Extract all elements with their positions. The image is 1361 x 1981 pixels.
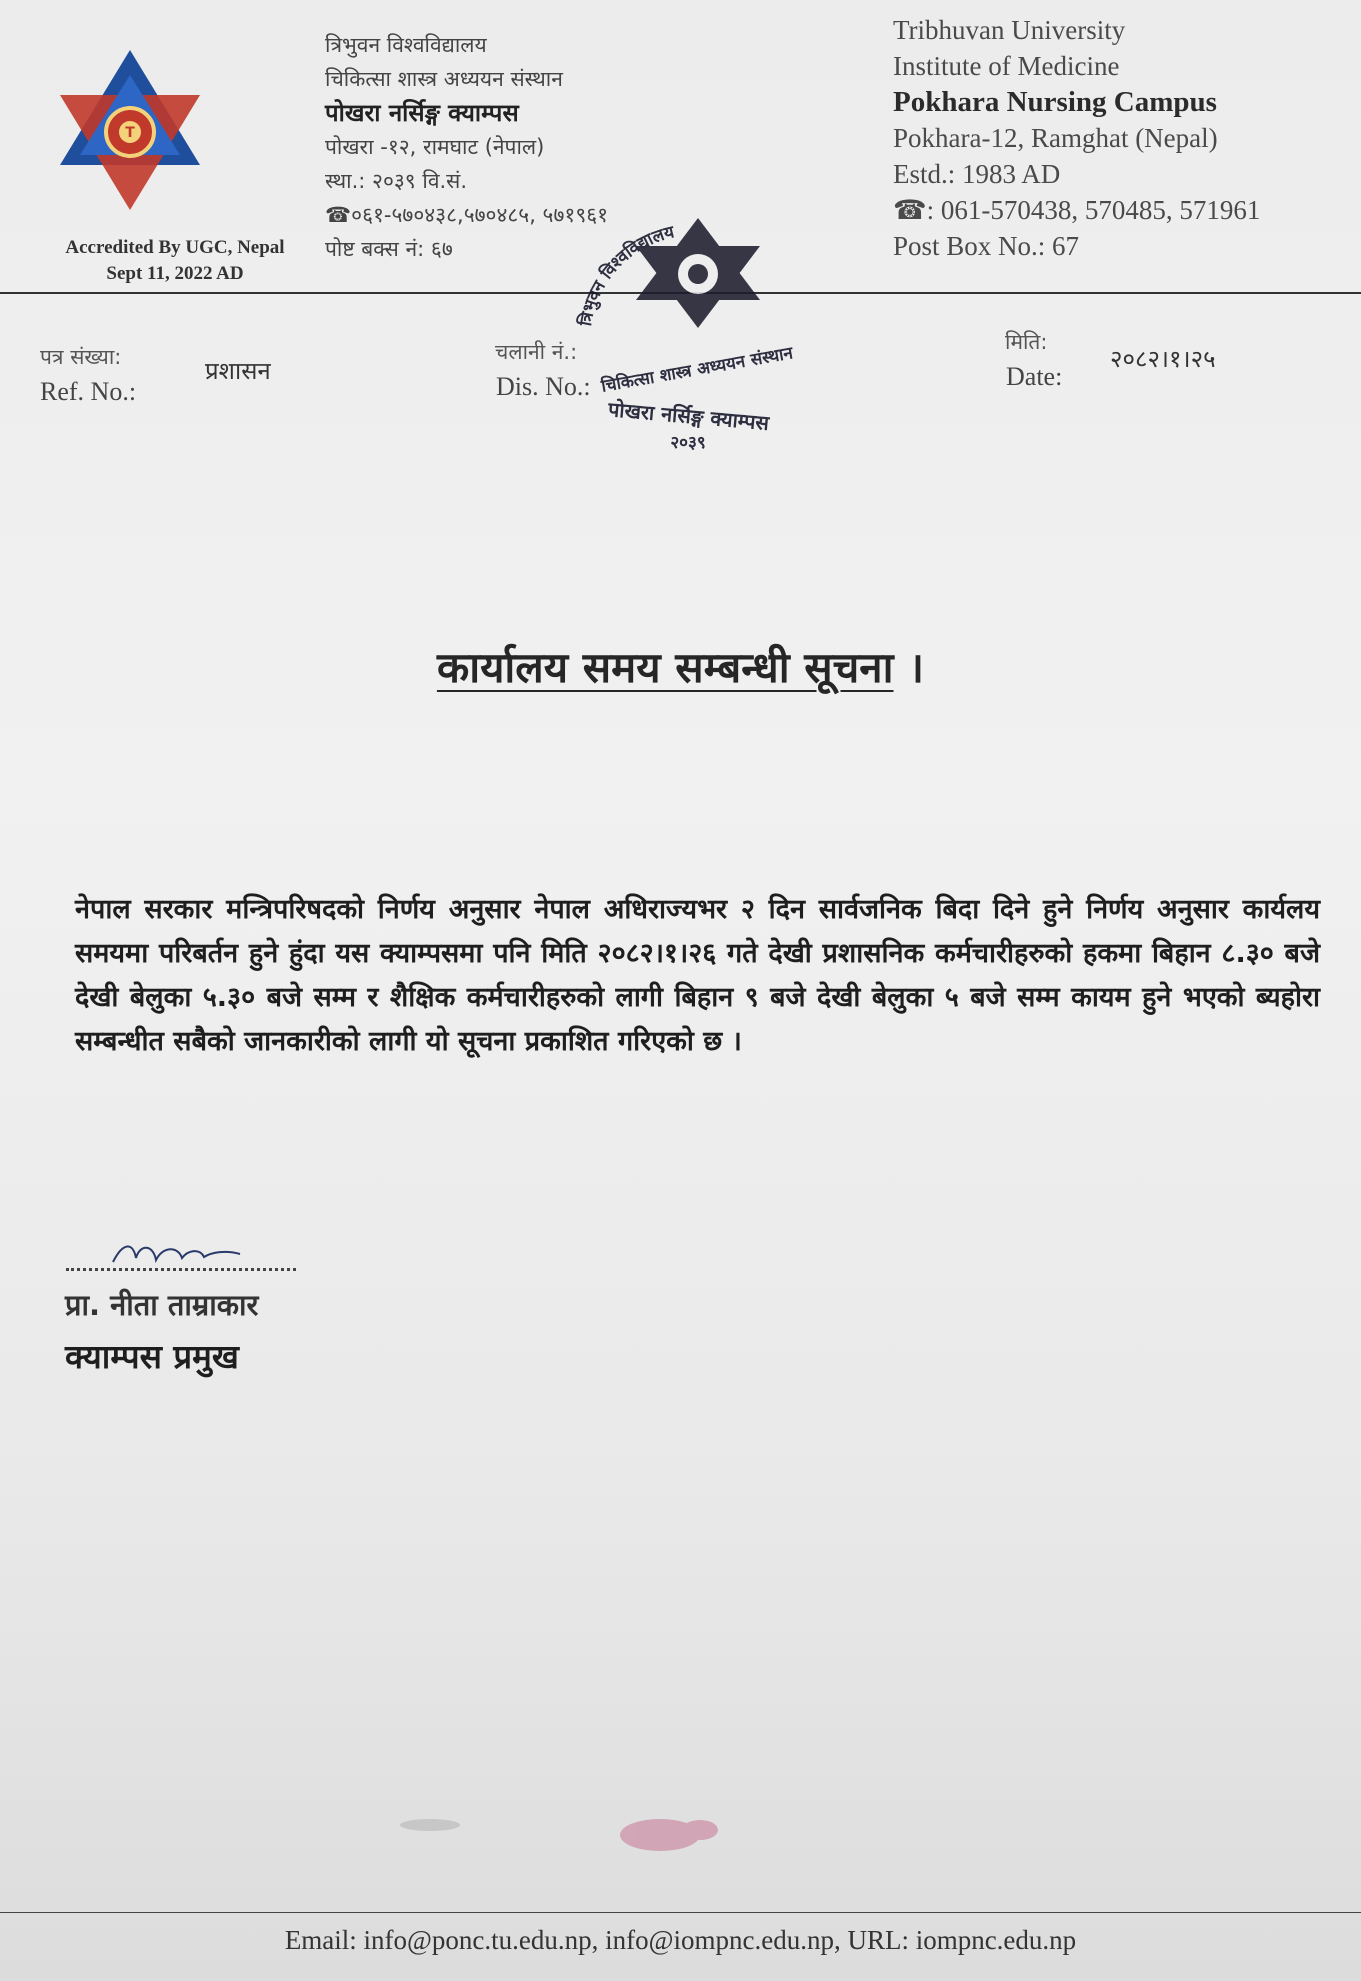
ink-smudge-decoration bbox=[360, 1800, 840, 1870]
notice-title-suffix: । bbox=[908, 643, 925, 692]
notice-title-text: कार्यालय समय सम्बन्धी सूचना bbox=[436, 643, 894, 692]
accreditation-line2: Sept 11, 2022 AD bbox=[106, 263, 244, 284]
en-address: Pokhara-12, Ramghat (Nepal) bbox=[893, 123, 1218, 153]
stamp-text-2: चिकित्सा शास्त्र अध्ययन संस्थान bbox=[599, 343, 795, 397]
signer-role: क्याम्पस प्रमुख bbox=[65, 1337, 239, 1376]
footer-contact: Email: info@ponc.tu.edu.np, info@iompnc.edu.np, URL: iompnc.edu.np bbox=[284, 1925, 1077, 1955]
date-label-np: मिति: bbox=[1005, 330, 1048, 354]
university-logo-icon bbox=[55, 45, 205, 225]
en-campus: Pokhara Nursing Campus bbox=[893, 86, 1217, 118]
en-university: Tribhuvan University bbox=[893, 15, 1126, 45]
ref-value: प्रशासन bbox=[205, 357, 271, 385]
np-address: पोखरा -१२, रामघाट (नेपाल) bbox=[325, 135, 545, 159]
accreditation bbox=[25, 235, 325, 287]
official-stamp-icon bbox=[570, 210, 820, 470]
english-letterhead bbox=[893, 12, 1353, 264]
date-label-en: Date: bbox=[1006, 362, 1063, 391]
date-value: २०८२।१।२५ bbox=[1110, 345, 1216, 373]
ref-label-np: पत्र संख्या: bbox=[40, 345, 122, 369]
ref-label-en: Ref. No.: bbox=[40, 377, 137, 406]
footer-divider bbox=[0, 1912, 1361, 1913]
np-institute: चिकित्सा शास्त्र अध्ययन संस्थान bbox=[325, 67, 563, 91]
dispatch-label-np: चलानी नं.: bbox=[495, 340, 578, 364]
np-campus: पोखरा नर्सिङ्ग क्याम्पस bbox=[325, 99, 519, 127]
stamp-text-3: पोखरा नर्सिङ्ग क्याम्पस bbox=[607, 397, 771, 436]
np-phone: ☎०६१-५७०४३८,५७०४८५, ५७१९६१ bbox=[325, 203, 609, 227]
en-established: Estd.: 1983 AD bbox=[893, 159, 1061, 189]
signer-name: प्रा. नीता ताम्राकार bbox=[65, 1288, 259, 1322]
stamp-arc-text-1: त्रिभुवन विश्वविद्यालय bbox=[575, 222, 677, 328]
np-po-box: पोष्ट बक्स नं: ६७ bbox=[325, 237, 453, 261]
en-institute: Institute of Medicine bbox=[893, 51, 1120, 81]
dispatch-label-en: Dis. No.: bbox=[496, 372, 591, 401]
en-po-box: Post Box No.: 67 bbox=[893, 231, 1080, 261]
en-phone: ☎: 061-570438, 570485, 571961 bbox=[893, 195, 1261, 225]
notice-body: नेपाल सरकार मन्त्रिपरिषदको निर्णय अनुसार नेपाल अधिराज्यभर २ दिन सार्वजनिक बिदा दिने हुने निर्णय अनुसार कार्यलय समयमा परिबर्तन हुने हुंदा यस क्याम्पसमा पनि मिति २०८२।१।२६ गते देखी प्रशासनिक कर्मचारीहरुको हकमा बिहान ८.३० बजे देखी बेलुका ५.३० बजे सम्म र शैक्षिक कर्मचारीहरुको लागी बिहान ९ बजे देखी बेलुका ५ बजे सम्म कायम हुने भएको ब्यहोरा सम्बन्धीत सबैको जानकारीको लागी यो सूचना प्रकाशित गरिएको छ । bbox=[75, 894, 1320, 1057]
notice-title bbox=[0, 638, 1361, 695]
np-established: स्था.: २०३९ वि.सं. bbox=[325, 169, 468, 193]
handwritten-signature-icon bbox=[108, 1232, 248, 1272]
stamp-text-4: २०३९ bbox=[670, 433, 706, 453]
svg-text:T: T bbox=[125, 125, 135, 141]
np-university: त्रिभुवन विश्वविद्यालय bbox=[325, 33, 487, 57]
accreditation-line1: Accredited By UGC, Nepal bbox=[65, 237, 285, 258]
